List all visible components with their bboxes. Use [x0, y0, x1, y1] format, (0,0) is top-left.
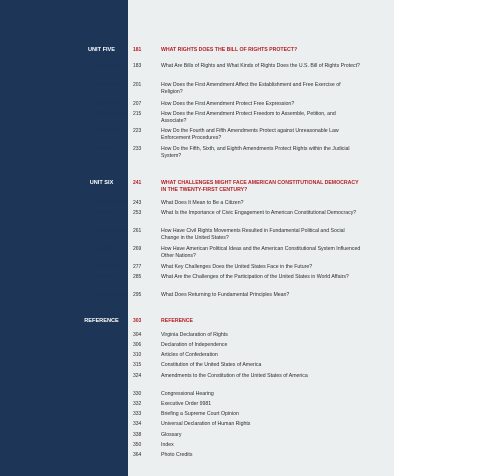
- lesson-label: LESSON 34: [93, 210, 125, 216]
- toc-row-lesson-36[interactable]: [0, 246, 394, 266]
- reference-page: 303: [133, 318, 142, 324]
- lesson-title: What Is the Importance of Civic Engagement to American Constitutional Democracy?: [161, 210, 357, 216]
- lesson-title: What Does It Mean to Be a Citizen?: [161, 200, 244, 206]
- lesson-label: LESSON 28: [93, 82, 125, 88]
- reference-item-page: 324: [133, 373, 142, 379]
- lesson-title: What Key Challenges Does the United States Face in the Future?: [161, 264, 313, 270]
- toc-row-lesson-38[interactable]: [0, 274, 394, 294]
- lesson-page: 277: [133, 264, 142, 270]
- reference-item-title: Congressional Hearing: [161, 391, 214, 397]
- reference-item-title: Index: [161, 442, 174, 448]
- lesson-page: 183: [133, 63, 142, 69]
- reference-item-title: Declaration of Independence: [161, 342, 228, 348]
- lesson-title: How Do the Fifth, Sixth, and Eighth Amendments Protect Rights within the Judicial System?: [161, 146, 350, 159]
- unit-five-title: WHAT RIGHTS DOES THE BILL OF RIGHTS PROTECT?: [161, 47, 298, 53]
- lesson-page: 261: [133, 228, 142, 234]
- reference-item[interactable]: [0, 373, 394, 393]
- lesson-label: LESSON 31: [93, 128, 125, 134]
- lesson-page: 243: [133, 200, 142, 206]
- reference-item-title: Constitution of the United States of America: [161, 362, 262, 368]
- reference-item-title: Universal Declaration of Human Rights: [161, 421, 251, 427]
- reference-item[interactable]: [0, 342, 394, 351]
- reference-item[interactable]: [0, 332, 394, 341]
- reference-item[interactable]: [0, 421, 394, 430]
- lesson-label: LESSON 30: [93, 111, 125, 117]
- toc-row-lesson-34[interactable]: [0, 210, 394, 230]
- lesson-label: LESSON 27: [93, 63, 125, 69]
- reference-item-page: 304: [133, 332, 142, 338]
- toc-row-lesson-31[interactable]: [0, 128, 394, 148]
- toc-row-lesson-39[interactable]: [0, 292, 394, 312]
- lesson-label: LESSON 29: [93, 101, 125, 107]
- reference-header[interactable]: [0, 318, 394, 327]
- reference-item-page: 350: [133, 442, 142, 448]
- reference-item-page: 315: [133, 362, 142, 368]
- unit-six-header[interactable]: [0, 180, 394, 200]
- lesson-page: 295: [133, 292, 142, 298]
- lesson-page: 269: [133, 246, 142, 252]
- reference-item-page: 332: [133, 401, 142, 407]
- lesson-page: 233: [133, 146, 142, 152]
- reference-label-box: REFERENCE: [76, 317, 127, 326]
- reference-item[interactable]: [0, 352, 394, 361]
- reference-item-title: Amendments to the Constitution of the United States of America: [161, 373, 308, 379]
- toc-row-lesson-27[interactable]: [0, 63, 394, 83]
- toc-row-lesson-35[interactable]: [0, 228, 394, 248]
- reference-item-page: 330: [133, 391, 142, 397]
- reference-item-title: Articles of Confederation: [161, 352, 218, 358]
- lesson-page: 285: [133, 274, 142, 280]
- lesson-page: 207: [133, 101, 142, 107]
- unit-six-label-box: UNIT SIX: [76, 179, 127, 188]
- reference-item-page: 334: [133, 421, 142, 427]
- unit-six-page: 241: [133, 180, 142, 186]
- lesson-title: What Does Returning to Fundamental Principles Mean?: [161, 292, 290, 298]
- lesson-title: How Does the First Amendment Affect the Establishment and Free Exercise of Religion?: [161, 82, 341, 95]
- reference-item-title: Executive Order 9981: [161, 401, 212, 407]
- lesson-title: How Does the First Amendment Protect Free Expression?: [161, 101, 295, 107]
- reference-item-page: 306: [133, 342, 142, 348]
- reference-item[interactable]: [0, 432, 394, 441]
- reference-item[interactable]: [0, 452, 394, 461]
- reference-item-title: Photo Credits: [161, 452, 193, 458]
- lesson-title: How Have American Political Ideas and the American Constitutional System Influenced Other Nations?: [161, 246, 361, 259]
- lesson-title: How Have Civil Rights Movements Resulted in Fundamental Political and Social Change in the United States?: [161, 228, 345, 241]
- lesson-label: LESSON 32: [93, 146, 125, 152]
- reference-item[interactable]: [0, 362, 394, 371]
- unit-six-title: WHAT CHALLENGES MIGHT FACE AMERICAN CONSTITUTIONAL DEMOCRACY IN THE TWENTY-FIRST CENTURY?: [161, 180, 359, 193]
- reference-title: REFERENCE: [161, 318, 193, 324]
- lesson-label: LESSON 33: [93, 200, 125, 206]
- lesson-title: What Are Bills of Rights and What Kinds of Rights Does the U.S. Bill of Rights Protect?: [161, 63, 360, 69]
- lesson-label: LESSON 36: [93, 246, 125, 252]
- reference-item-page: 338: [133, 432, 142, 438]
- reference-item[interactable]: [0, 411, 394, 420]
- reference-item[interactable]: [0, 442, 394, 451]
- reference-item[interactable]: [0, 391, 394, 400]
- lesson-page: 223: [133, 128, 142, 134]
- reference-item-title: Briefing a Supreme Court Opinion: [161, 411, 239, 417]
- lesson-page: 201: [133, 82, 142, 88]
- unit-five-label-box: UNIT FIVE: [76, 46, 127, 55]
- lesson-title: How Do the Fourth and Fifth Amendments Protect against Unreasonable Law Enforcement Procedures?: [161, 128, 339, 141]
- reference-item-page: 310: [133, 352, 142, 358]
- toc-row-lesson-32[interactable]: [0, 146, 394, 166]
- reference-item-page: 333: [133, 411, 142, 417]
- lesson-page: 215: [133, 111, 142, 117]
- lesson-title: How Does the First Amendment Protect Freedom to Assemble, Petition, and Associate?: [161, 111, 336, 124]
- lesson-label: LESSON 37: [93, 264, 125, 270]
- reference-item-title: Virginia Declaration of Rights: [161, 332, 228, 338]
- lesson-label: LESSON 35: [93, 228, 125, 234]
- reference-item[interactable]: [0, 401, 394, 410]
- lesson-label: LESSON 39: [93, 292, 125, 298]
- reference-item-page: 364: [133, 452, 142, 458]
- lesson-page: 253: [133, 210, 142, 216]
- unit-five-header[interactable]: [0, 47, 394, 56]
- unit-five-page: 181: [133, 47, 142, 53]
- reference-item-title: Glossary: [161, 432, 182, 438]
- lesson-title: What Are the Challenges of the Participation of the United States in World Affairs?: [161, 274, 349, 280]
- lesson-label: LESSON 38: [93, 274, 125, 280]
- toc-row-lesson-28[interactable]: [0, 82, 394, 102]
